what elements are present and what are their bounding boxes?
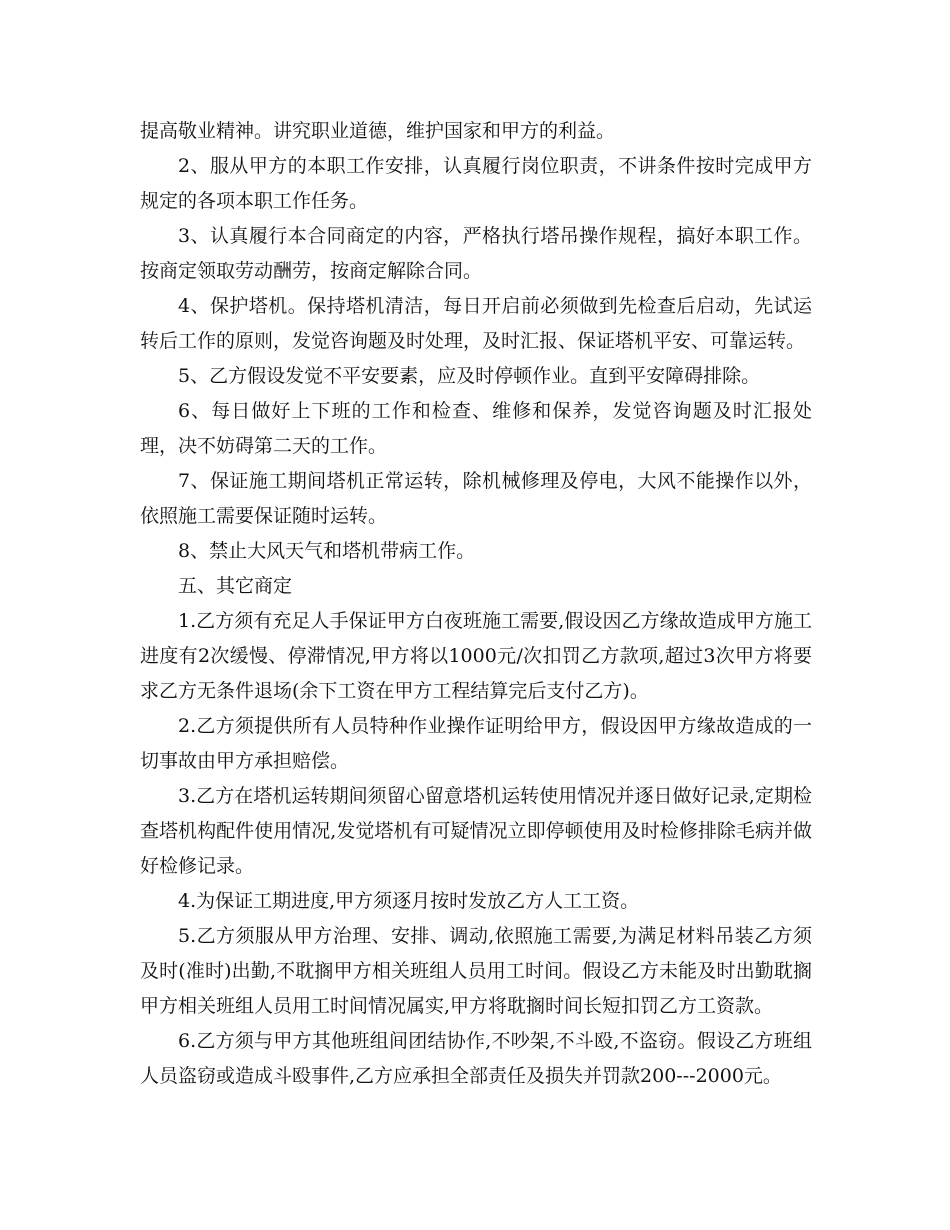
paragraph-3: 3、认真履行本合同商定的内容，严格执行塔吊操作规程，搞好本职工作。按商定领取劳动酬劳，按商定解除合同。 xyxy=(140,225,812,282)
paragraph-8: 8、禁止大风天气和塔机带病工作。 xyxy=(178,540,476,562)
section-heading-other-terms: 五、其它商定 xyxy=(178,575,293,597)
paragraph-6: 6、每日做好上下班的工作和检查、维修和保养，发觉咨询题及时汇报处理，决不妨碍第二天的工作。 xyxy=(140,400,812,457)
paragraph-5: 5、乙方假设发觉不平安要素，应及时停顿作业。直到平安障碍排除。 xyxy=(178,365,761,387)
paragraph-13: 4.为保证工期进度,甲方须逐月按时发放乙方人工工资。 xyxy=(178,890,640,912)
paragraph-7: 7、保证施工期间塔机正常运转，除机械修理及停电，大风不能操作以外，依照施工需要保证随时运转。 xyxy=(140,470,812,527)
paragraph-12: 3.乙方在塔机运转期间须留心留意塔机运转使用情况并逐日做好记录,定期检查塔机构配件使用情况,发觉塔机有可疑情况立即停顿使用及时检修排除毛病并做好检修记录。 xyxy=(140,785,812,877)
paragraph-14: 5.乙方须服从甲方治理、安排、调动,依照施工需要,为满足材料吊装乙方须及时(准时)出勤,不耽搁甲方相关班组人员用工时间。假设乙方未能及时出勤耽搁甲方相关班组人员用工时间情况属实,甲方将耽搁时间长短扣罚乙方工资款。 xyxy=(140,925,812,1017)
paragraph-4: 4、保护塔机。保持塔机清洁，每日开启前必须做到先检查后启动，先试运转后工作的原则，发觉咨询题及时处理，及时汇报、保证塔机平安、可靠运转。 xyxy=(140,295,812,352)
document-body xyxy=(140,114,812,1094)
paragraph-10: 1.乙方须有充足人手保证甲方白夜班施工需要,假设因乙方缘故造成甲方施工进度有2次缓慢、停滞情况,甲方将以1000元/次扣罚乙方款项,超过3次甲方将要求乙方无条件退场(余下工资在甲方工程结算完后支付乙方)。 xyxy=(140,610,812,702)
paragraph-1: 提高敬业精神。讲究职业道德，维护国家和甲方的利益。 xyxy=(140,120,616,142)
paragraph-11: 2.乙方须提供所有人员特种作业操作证明给甲方，假设因甲方缘故造成的一切事故由甲方承担赔偿。 xyxy=(140,715,812,772)
paragraph-2: 2、服从甲方的本职工作安排，认真履行岗位职责，不讲条件按时完成甲方规定的各项本职工作任务。 xyxy=(140,155,812,212)
paragraph-15: 6.乙方须与甲方其他班组间团结协作,不吵架,不斗殴,不盗窃。假设乙方班组人员盗窃或造成斗殴事件,乙方应承担全部责任及损失并罚款200---2000元。 xyxy=(140,1030,812,1087)
